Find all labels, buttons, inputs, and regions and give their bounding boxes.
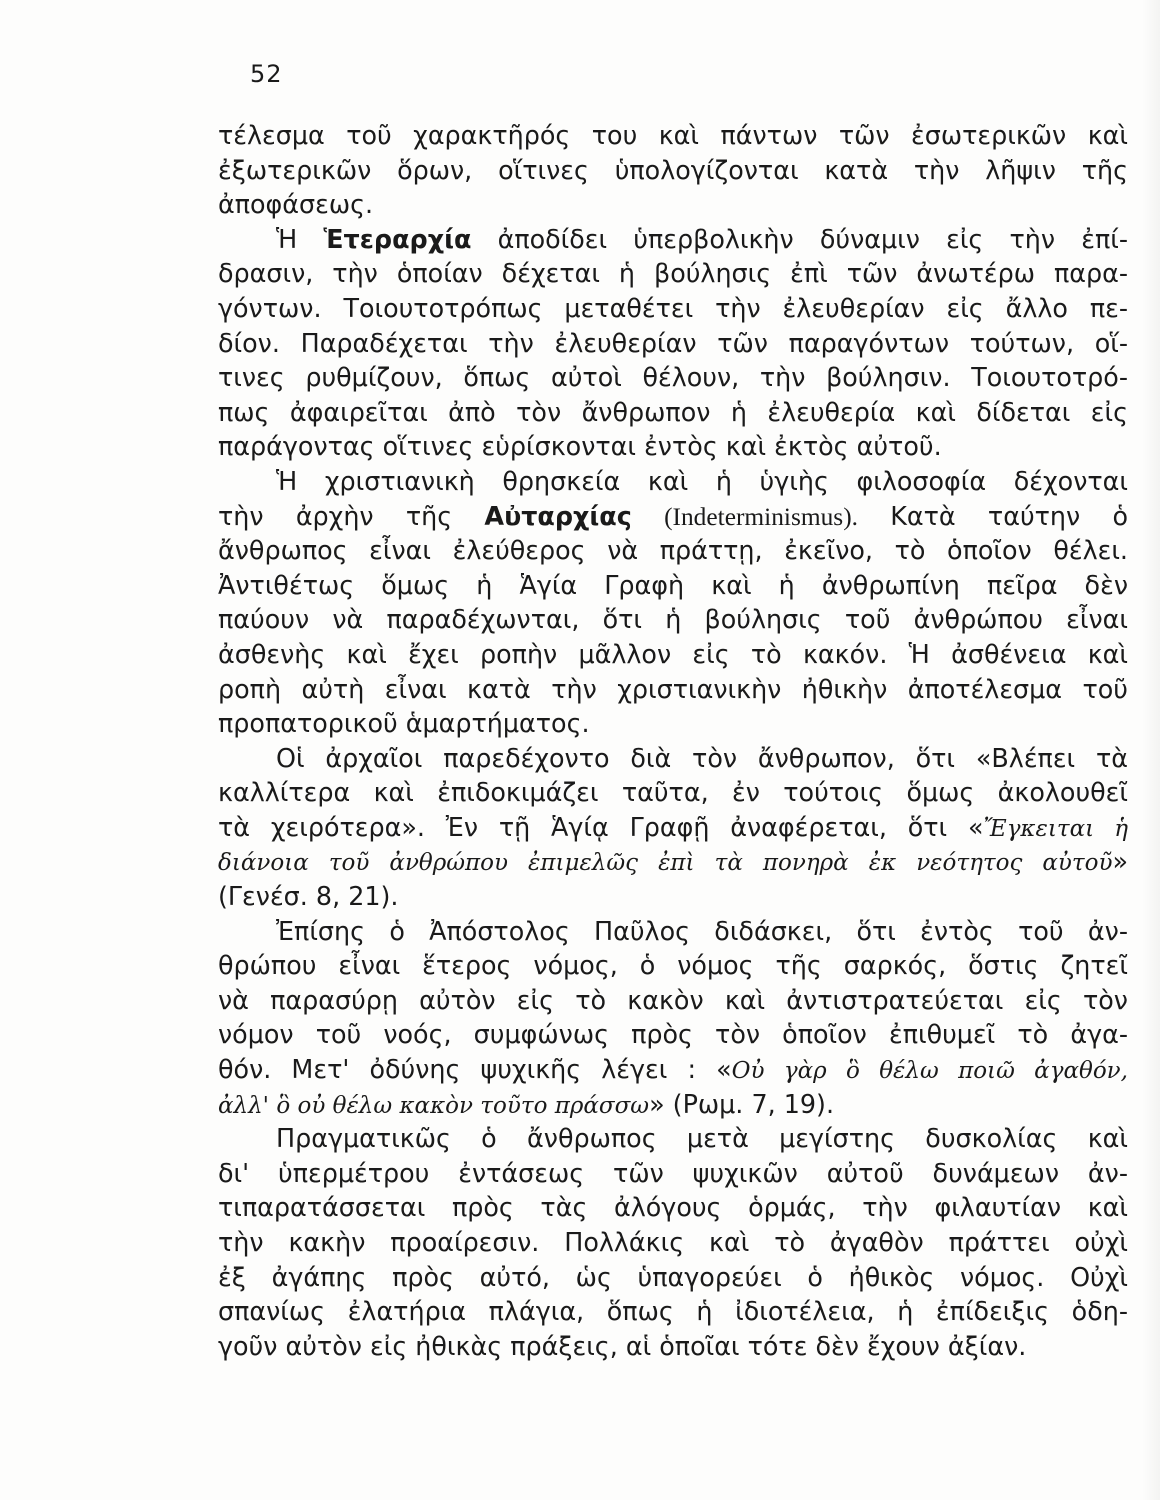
text-line (218, 1121, 1128, 1156)
text-segment: νὰ παρασύρῃ αὐτὸν εἰς τὸ κακὸν καὶ ἀντιστρατεύεται εἰς τὸν (218, 984, 1128, 1015)
text-line (218, 844, 1128, 879)
text-segment: (Γενέσ. 8, 21). (218, 881, 399, 912)
text-segment: Ἡ χριστιανικὴ θρησκεία καὶ ἡ ὑγιὴς φιλοσοφία δέχονται (276, 465, 1128, 496)
text-line (218, 326, 1128, 361)
text-line (218, 187, 1128, 222)
text-line (218, 291, 1128, 326)
text-line (218, 914, 1128, 949)
text-segment: Ἀντιθέτως ὅμως ἡ Ἁγία Γραφὴ καὶ ἡ ἀνθρωπίνη πεῖρα δὲν (218, 569, 1128, 600)
text-line (218, 637, 1128, 672)
text-line (218, 1260, 1128, 1295)
text-segment: (Indeterminismus). (664, 502, 858, 531)
text-line (218, 499, 1128, 534)
text-line (218, 879, 1128, 914)
text-line (218, 256, 1128, 291)
text-segment: Ἐπίσης ὁ Ἀπόστολος Παῦλος διδάσκει, ὅτι ἐντὸς τοῦ ἀν- (276, 915, 1128, 946)
text-line (218, 948, 1128, 983)
text-line (218, 395, 1128, 430)
bold-term: Ἑτεραρχία (323, 223, 472, 254)
text-line (218, 672, 1128, 707)
text-segment: Κατὰ ταύτην ὁ (858, 500, 1128, 531)
text-segment: » (1112, 846, 1128, 877)
text-segment: Οἱ ἀρχαῖοι παρεδέχοντο διὰ τὸν ἄνθρωπον, ὅτι «Βλέπει τὰ (276, 742, 1128, 773)
text-segment: ἐξωτερικῶν ὅρων, οἵτινες ὑπολογίζονται κατὰ τὴν λῆψιν τῆς (218, 154, 1128, 185)
text-line (218, 568, 1128, 603)
body-text (218, 118, 1128, 1363)
text-segment: τὴν ἀρχὴν τῆς (218, 500, 485, 531)
text-segment (632, 501, 664, 531)
quoted-scripture: Οὐ γὰρ ὃ θέλω ποιῶ ἀγαθόν, (731, 1058, 1128, 1085)
text-line (218, 1329, 1128, 1364)
text-line (218, 429, 1128, 464)
text-segment: τινες ρυθμίζουν, ὅπως αὐτοὶ θέλουν, τὴν βούλησιν. Τοιουτοτρό- (218, 362, 1128, 393)
text-line (218, 464, 1128, 499)
text-segment: γόντων. Τοιουτοτρόπως μεταθέτει τὴν ἐλευθερίαν εἰς ἄλλο πε- (218, 292, 1128, 323)
text-segment: προπατορικοῦ ἁμαρτήματος. (218, 708, 590, 739)
quoted-scripture: ἀλλ' ὃ οὐ θέλω κακὸν τοῦτο πράσσω (218, 1092, 650, 1119)
text-line (218, 1052, 1128, 1087)
text-line (218, 222, 1128, 257)
text-segment: » (Ρωμ. 7, 19). (649, 1088, 835, 1119)
text-line (218, 775, 1128, 810)
text-line (218, 741, 1128, 776)
page-number: 52 (250, 60, 283, 88)
text-segment: ἐξ ἀγάπης πρὸς αὐτό, ὡς ὑπαγορεύει ὁ ἠθικὸς νόμος. Οὐχὶ (218, 1261, 1128, 1292)
text-segment: καλλίτερα καὶ ἐπιδοκιμάζει ταῦτα, ἐν τούτοις ὅμως ἀκολουθεῖ (218, 777, 1128, 808)
text-segment: παύουν νὰ παραδέχωνται, ὅτι ἡ βούλησις τοῦ ἀνθρώπου εἶναι (218, 604, 1128, 635)
text-segment: πως ἀφαιρεῖται ἀπὸ τὸν ἄνθρωπον ἡ ἐλευθερία καὶ δίδεται εἰς (218, 396, 1128, 427)
text-line (218, 153, 1128, 188)
text-line (218, 1087, 1128, 1122)
text-segment: ἄνθρωπος εἶναι ἐλεύθερος νὰ πράττῃ, ἐκεῖνο, τὸ ὁποῖον θέλει. (218, 535, 1128, 566)
text-segment: Ἡ (276, 223, 324, 254)
text-line (218, 1190, 1128, 1225)
text-line (218, 1017, 1128, 1052)
text-segment: τιπαρατάσσεται πρὸς τὰς ἀλόγους ὁρμάς, τὴν φιλαυτίαν καὶ (218, 1192, 1128, 1223)
text-line (218, 118, 1128, 153)
text-line (218, 602, 1128, 637)
text-line (218, 810, 1128, 845)
text-segment: νόμον τοῦ νοός, συμφώνως πρὸς τὸν ὁποῖον ἐπιθυμεῖ τὸ ἀγα- (218, 1019, 1128, 1050)
text-segment: τὴν κακὴν προαίρεσιν. Πολλάκις καὶ τὸ ἀγαθὸν πράττει οὐχὶ (218, 1227, 1128, 1257)
text-line (218, 1225, 1128, 1260)
page-edge-shadow (1142, 0, 1160, 1500)
text-line (218, 1156, 1128, 1191)
text-segment: τὰ χειρότερα». Ἐν τῇ Ἁγίᾳ Γραφῇ ἀναφέρεται, ὅτι « (218, 811, 984, 842)
quoted-scripture: διάνοια τοῦ ἀνθρώπου ἐπιμελῶς ἐπὶ τὰ πονηρὰ ἐκ νεότητος αὐτοῦ (218, 850, 1113, 877)
text-segment: γοῦν αὐτὸν εἰς ἠθικὰς πράξεις, αἱ ὁποῖαι τότε δὲν ἔχουν ἀξίαν. (218, 1330, 1027, 1361)
bold-term: Αὐταρχίας (484, 500, 632, 531)
text-line (218, 983, 1128, 1018)
text-line (218, 533, 1128, 568)
text-segment: θόν. Μετ' ὀδύνης ψυχικῆς λέγει : « (218, 1054, 732, 1085)
text-segment: τέλεσμα τοῦ χαρακτῆρός του καὶ πάντων τῶν ἐσωτερικῶν καὶ (218, 120, 1128, 150)
text-line (218, 360, 1128, 395)
text-segment: ἀποδίδει ὑπερβολικὴν δύναμιν εἰς τὴν ἐπί- (471, 223, 1128, 254)
quoted-scripture: Ἔγκειται ἡ (983, 815, 1128, 842)
text-segment: δίον. Παραδέχεται τὴν ἐλευθερίαν τῶν παραγόντων τούτων, οἵ- (218, 327, 1128, 358)
text-segment: σπανίως ἐλατήρια πλάγια, ὅπως ἡ ἰδιοτέλεια, ἡ ἐπίδειξις ὁδη- (218, 1296, 1128, 1327)
text-segment: Πραγματικῶς ὁ ἄνθρωπος μετὰ μεγίστης δυσκολίας καὶ (276, 1123, 1128, 1154)
text-segment: ροπὴ αὐτὴ εἶναι κατὰ τὴν χριστιανικὴν ἠθικὴν ἀποτέλεσμα τοῦ (218, 673, 1128, 704)
text-segment: δρασιν, τὴν ὁποίαν δέχεται ἡ βούλησις ἐπὶ τῶν ἀνωτέρω παρα- (218, 258, 1128, 289)
text-line (218, 1294, 1128, 1329)
text-line (218, 706, 1128, 741)
text-segment: παράγοντας οἵτινες εὑρίσκονται ἐντὸς καὶ ἐκτὸς αὐτοῦ. (218, 431, 942, 462)
text-segment: ἀσθενὴς καὶ ἔχει ροπὴν μᾶλλον εἰς τὸ κακόν. Ἡ ἀσθένεια καὶ (218, 638, 1128, 669)
text-segment: ἀποφάσεως. (218, 189, 374, 220)
text-segment: θρώπου εἶναι ἕτερος νόμος, ὁ νόμος τῆς σαρκός, ὅστις ζητεῖ (218, 950, 1128, 981)
text-segment: δι' ὑπερμέτρου ἐντάσεως τῶν ψυχικῶν αὐτοῦ δυνάμεων ἀν- (218, 1157, 1128, 1188)
